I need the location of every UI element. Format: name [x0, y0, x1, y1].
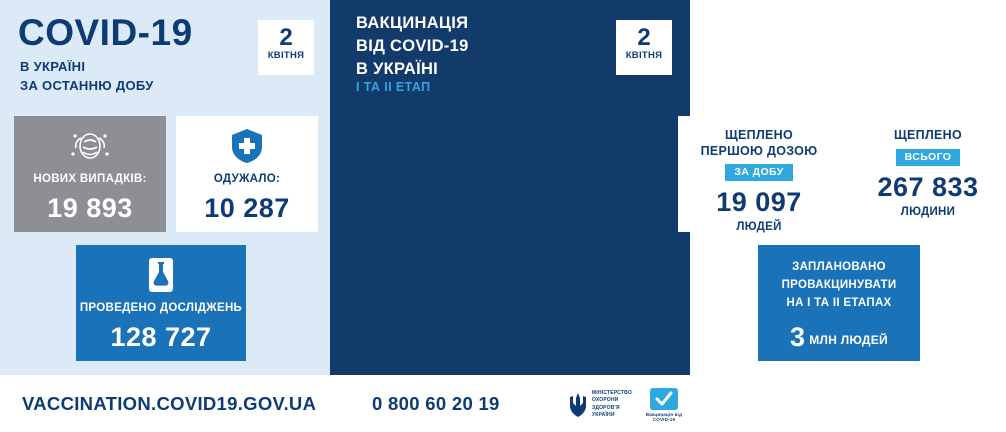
- stat-card-first-dose: [678, 116, 840, 232]
- left-subtitle-line1: В УКРАЇНІ: [20, 59, 86, 74]
- virus-icon: [14, 126, 166, 166]
- new-cases-label: НОВИХ ВИПАДКІВ:: [33, 173, 147, 185]
- first-dose-badge: ЗА ДОБУ: [725, 164, 792, 181]
- tests-value: 128 727: [110, 321, 212, 352]
- ministry-line4: УКРАЇНИ: [592, 411, 615, 418]
- total-dose-title-line1: ЩЕПЛЕНО: [893, 128, 963, 142]
- ministry-line1: МІНІСТЕРСТВО: [592, 390, 632, 396]
- left-subtitle: [20, 58, 154, 96]
- total-dose-unit: ЛЮДИНИ: [900, 205, 956, 218]
- left-panel: [0, 0, 330, 375]
- ministry-of-health-logo: [568, 390, 632, 419]
- vaccination-title-line2: ВІД COVID-19: [356, 36, 469, 55]
- stat-card-planned: [758, 245, 920, 361]
- left-subtitle-line2: ЗА ОСТАННЮ ДОБУ: [20, 77, 154, 93]
- first-dose-title-line2: ПЕРШОЮ ДОЗОЮ: [700, 143, 818, 158]
- footer-phone-number[interactable]: 0 800 60 20 19: [372, 393, 500, 414]
- stat-card-recovered: [176, 116, 318, 232]
- first-dose-value: 19 097: [716, 187, 802, 218]
- recovered-label: ОДУЖАЛО:: [213, 173, 281, 185]
- total-dose-badge: ВСЬОГО: [896, 149, 961, 166]
- right-date-number: 2: [637, 24, 651, 51]
- left-date-number: 2: [279, 24, 293, 51]
- right-header: [330, 0, 690, 104]
- right-panel: [330, 0, 979, 375]
- vaccination-logo-text: Вакцинація від COVID-19: [645, 412, 683, 422]
- planned-title-line2: ПРОВАКЦИНУВАТИ: [781, 278, 897, 291]
- lab-flask-icon: [76, 255, 246, 295]
- vaccination-title-line1: ВАКЦИНАЦІЯ: [356, 14, 469, 32]
- right-date-month: КВІТНЯ: [625, 50, 663, 62]
- vaccination-campaign-logo: [638, 388, 690, 422]
- recovered-value: 10 287: [204, 192, 290, 223]
- left-date-month: КВІТНЯ: [267, 50, 305, 62]
- right-date-box: [616, 20, 672, 75]
- planned-title: [758, 259, 920, 312]
- footer: [0, 375, 690, 432]
- planned-title-line3: НА I ТА II ЕТАПАХ: [786, 296, 892, 309]
- vaccination-title-line3: В УКРАЇНІ: [356, 59, 439, 78]
- checkmark-icon: [650, 388, 678, 410]
- stat-card-total-vaccinated: [850, 116, 1006, 232]
- stat-card-tests: [76, 245, 246, 361]
- stat-card-new-cases: [14, 116, 166, 232]
- total-dose-value: 267 833: [877, 171, 979, 202]
- first-dose-title-line1: ЩЕПЛЕНО: [724, 128, 794, 142]
- footer-website-link[interactable]: VACCINATION.COVID19.GOV.UA: [22, 393, 317, 414]
- tests-label: ПРОВЕДЕНО ДОСЛІДЖЕНЬ: [79, 302, 243, 314]
- medical-cross-shield-icon: [176, 126, 318, 166]
- vaccination-title: [356, 12, 469, 80]
- page-title: COVID-19: [18, 12, 193, 53]
- planned-value: 3: [790, 322, 806, 353]
- planned-title-line1: ЗАПЛАНОВАНО: [792, 261, 886, 273]
- first-dose-unit: ЛЮДЕЙ: [736, 221, 782, 234]
- first-dose-title: [678, 128, 840, 159]
- left-header: [0, 0, 330, 104]
- trident-emblem-icon: [568, 392, 588, 418]
- planned-unit: МЛН ЛЮДЕЙ: [809, 333, 888, 348]
- new-cases-value: 19 893: [47, 192, 133, 223]
- total-dose-title: [850, 128, 1006, 144]
- planned-value-row: [758, 322, 920, 353]
- vaccination-subtitle: I ТА II ЕТАП: [356, 80, 431, 94]
- ministry-logo-text: [592, 390, 632, 419]
- ministry-line3: ЗДОРОВ'Я: [592, 404, 620, 411]
- ministry-line2: ОХОРОНИ: [592, 397, 619, 404]
- left-date-box: [258, 20, 314, 75]
